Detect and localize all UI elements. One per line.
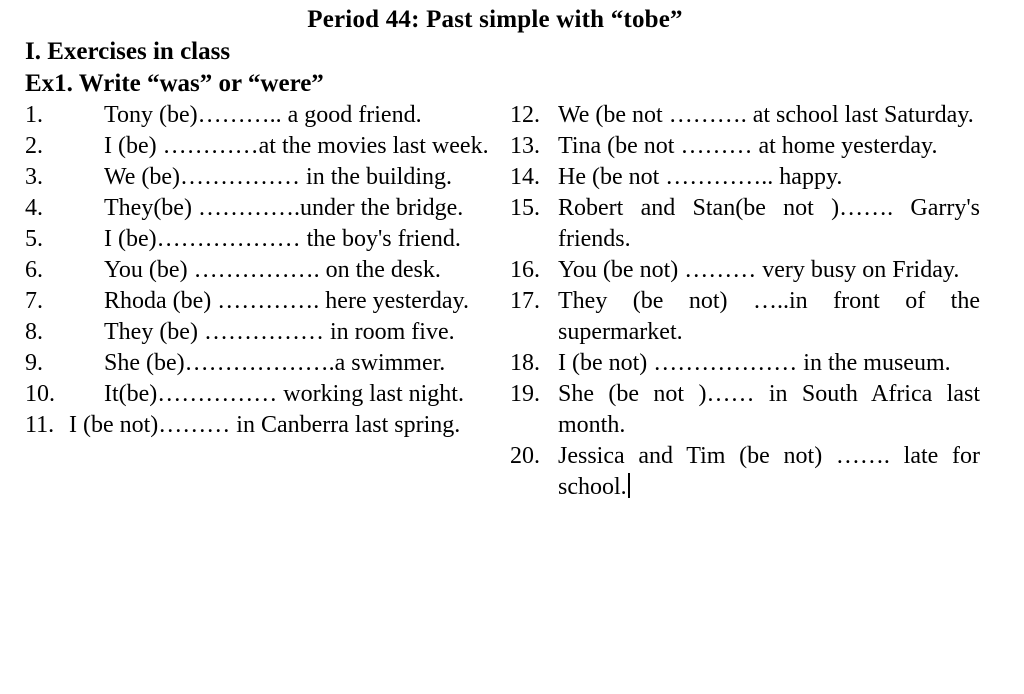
item-text: We (be)…………… in the building. [104,164,453,190]
item-number: 19. [510,381,540,407]
item-text: Robert and Stan(be not )……. Garry's friends. [558,195,980,252]
item-number: 18. [510,350,540,376]
item-number: 10. [25,381,55,407]
item-text: You (be) ……………. on the desk. [104,257,441,283]
item-number: 9. [25,350,43,376]
item-number: 5. [25,226,43,252]
item-number: 17. [510,288,540,314]
exercise-heading: Ex1. Write “was” or “were” [25,70,324,97]
item-number: 1. [25,102,43,128]
item-text: I (be not) ……………… in the museum. [558,350,951,376]
exercise-item [510,100,980,131]
exercise-item [25,224,492,255]
item-text: They (be not) …..in front of the supermarket. [558,288,980,345]
exercise-item [25,410,492,441]
exercise-item [510,348,980,379]
item-text: He (be not ………….. happy. [558,164,843,190]
item-number: 4. [25,195,43,221]
item-number: 14. [510,164,540,190]
right-column [510,100,980,503]
item-text: It(be)…………… working last night. [104,381,464,407]
item-number: 15. [510,195,540,221]
exercise-item [25,193,492,224]
left-column [25,100,492,441]
exercise-item [25,131,492,162]
item-text: She (be not )…… in South Africa last month. [558,381,980,438]
item-number: 20. [510,443,540,469]
item-text: You (be not) ……… very busy on Friday. [558,257,960,283]
item-number: 2. [25,133,43,159]
item-number: 13. [510,133,540,159]
item-text: We (be not ………. at school last Saturday. [558,102,974,128]
section-heading: I. Exercises in class [25,38,231,65]
exercise-item [25,348,492,379]
exercise-item [510,162,980,193]
page-title: Period 44: Past simple with “tobe” [307,6,683,33]
item-text: They(be) ………….under the bridge. [104,195,464,221]
exercise-item [510,441,980,503]
item-text: Rhoda (be) …………. here yesterday. [104,288,469,314]
item-number: 7. [25,288,43,314]
exercise-item [25,100,492,131]
item-text: They (be) …………… in room five. [104,319,455,345]
exercise-item [25,286,492,317]
item-number: 11. [25,412,55,438]
exercise-item [510,379,980,441]
item-text: I (be) …………at the movies last week. [104,133,489,159]
exercise-item [510,286,980,348]
exercise-item [25,379,492,410]
item-number: 3. [25,164,43,190]
exercise-item [25,162,492,193]
item-number: 16. [510,257,540,283]
text-cursor [628,473,630,498]
exercise-item [510,255,980,286]
item-number: 12. [510,102,540,128]
item-number: 6. [25,257,43,283]
exercise-item [510,131,980,162]
exercise-item [510,193,980,255]
exercise-item [25,317,492,348]
item-text: Tony (be)……….. a good friend. [104,102,422,128]
item-text: Tina (be not ……… at home yesterday. [558,133,938,159]
item-text: I (be not)……… in Canberra last spring. [69,412,461,438]
item-text: Jessica and Tim (be not) ……. late for school. [558,443,980,500]
item-number: 8. [25,319,43,345]
exercise-item [25,255,492,286]
item-text: I (be)……………… the boy's friend. [104,226,461,252]
item-text: She (be)……………….a swimmer. [104,350,446,376]
